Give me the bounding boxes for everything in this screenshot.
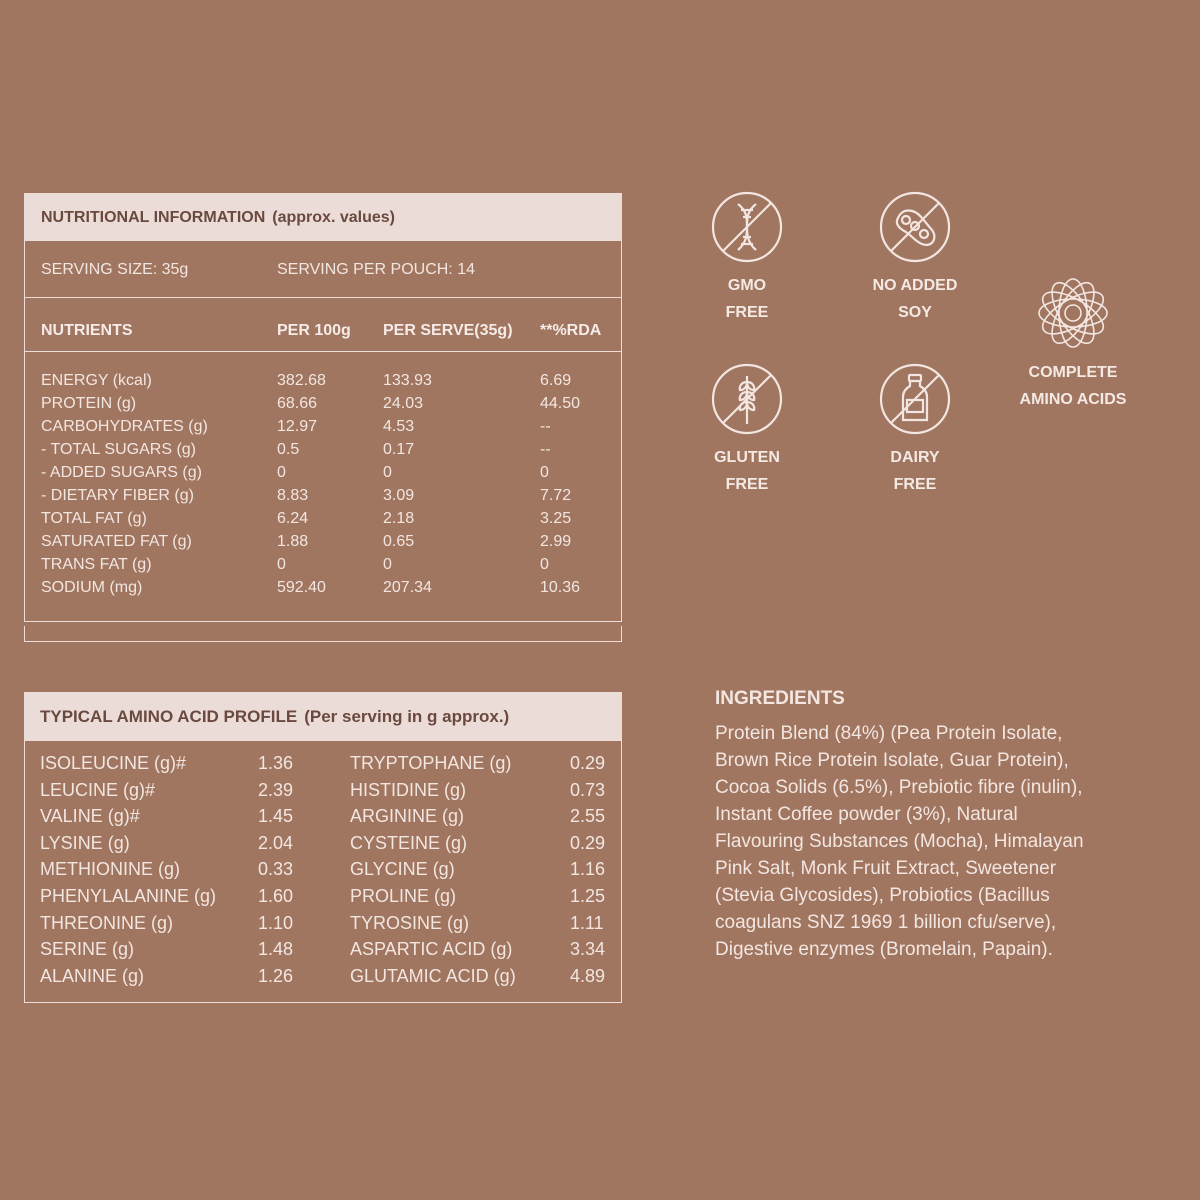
- amino-acid-value: 2.04: [258, 832, 294, 853]
- rda-value: --: [540, 441, 551, 458]
- per-serve-value: 24.03: [383, 395, 424, 412]
- amino-acid-value: 0.29: [570, 832, 606, 853]
- amino-acid-value: 0.73: [570, 779, 606, 800]
- nutrient-name: TRANS FAT (g): [41, 556, 152, 573]
- per-serve-value: 0.17: [383, 441, 415, 458]
- rda-value: 44.50: [540, 395, 581, 412]
- nutrient-name: - ADDED SUGARS (g): [41, 464, 202, 481]
- ingredients-line: Cocoa Solids (6.5%), Prebiotic fibre (inulin),: [715, 777, 1083, 798]
- amino-acid-name: PHENYLALANINE (g): [40, 885, 217, 906]
- amino-acid-name: GLYCINE (g): [350, 859, 455, 880]
- ingredients-line: Brown Rice Protein Isolate, Guar Protein),: [715, 750, 1069, 771]
- amino-acid-name: METHIONINE (g): [40, 859, 181, 880]
- amino-acid-name: LYSINE (g): [40, 832, 130, 853]
- ingredients-line: Pink Salt, Monk Fruit Extract, Sweetener: [715, 858, 1057, 879]
- per-100g-value: 6.24: [277, 510, 309, 527]
- badge-line2: FREE: [725, 476, 769, 493]
- amino-acid-value: 2.55: [570, 806, 606, 827]
- badge-line1: GLUTEN: [714, 449, 780, 466]
- badge-line2: AMINO ACIDS: [1019, 391, 1127, 408]
- nutrition-subtitle: (approx. values): [272, 208, 395, 226]
- badge-line2: FREE: [725, 304, 769, 321]
- ingredients-line: coagulans SNZ 1969 1 billion cfu/serve),: [715, 912, 1057, 933]
- nutrient-name: SATURATED FAT (g): [41, 533, 192, 550]
- atom-flower-icon: [1035, 275, 1111, 351]
- amino-acid-name: HISTIDINE (g): [350, 779, 467, 800]
- badge-label: [998, 359, 1148, 413]
- rda-value: 0: [540, 556, 549, 573]
- column-header-rda: **%RDA: [540, 322, 602, 339]
- per-100g-value: 592.40: [277, 579, 326, 596]
- per-100g-value: 68.66: [277, 395, 318, 412]
- nutrition-row: [25, 395, 621, 418]
- amino-subtitle: (Per serving in g approx.): [304, 707, 510, 726]
- nutrition-header: [25, 194, 621, 241]
- ingredients-line: Instant Coffee powder (3%), Natural: [715, 804, 1018, 825]
- amino-acid-value: 1.25: [570, 885, 606, 906]
- badge-line1: NO ADDED: [872, 277, 958, 294]
- serving-info-row: [25, 241, 621, 298]
- badge-gluten-free: [677, 362, 817, 498]
- amino-panel: [24, 692, 622, 1003]
- column-header-per-serve: PER SERVE(35g): [383, 322, 513, 339]
- per-100g-value: 12.97: [277, 418, 318, 435]
- amino-acid-value: 0.33: [258, 859, 294, 880]
- nutrition-title: NUTRITIONAL INFORMATION: [41, 208, 266, 226]
- badge-line1: DAIRY: [890, 449, 940, 466]
- amino-row: [25, 859, 621, 886]
- per-serve-value: 3.09: [383, 487, 415, 504]
- amino-acid-value: 2.39: [258, 779, 294, 800]
- nutrition-row: [25, 533, 621, 556]
- badge-complete-amino-acids: [998, 275, 1148, 413]
- amino-acid-name: ALANINE (g): [40, 965, 145, 986]
- nutrition-row: [25, 418, 621, 441]
- nutrition-row: [25, 579, 621, 602]
- amino-row: [25, 780, 621, 807]
- amino-row: [25, 886, 621, 913]
- amino-acid-name: ASPARTIC ACID (g): [350, 939, 513, 960]
- ingredients-line: Digestive enzymes (Bromelain, Papain).: [715, 939, 1053, 960]
- ingredients-line: Flavouring Substances (Mocha), Himalayan: [715, 831, 1084, 852]
- ingredients-title: INGREDIENTS: [715, 688, 845, 709]
- per-serve-value: 0: [383, 556, 392, 573]
- ingredients-text: [715, 720, 1135, 963]
- ingredients-line: Protein Blend (84%) (Pea Protein Isolate,: [715, 723, 1063, 744]
- nutrition-row: [25, 510, 621, 533]
- per-serve-value: 0: [383, 464, 392, 481]
- nutrition-panel-footer-border: [24, 626, 622, 642]
- amino-acid-value: 1.26: [258, 965, 294, 986]
- amino-acid-name: CYSTEINE (g): [350, 832, 468, 853]
- amino-acid-value: 1.60: [258, 885, 294, 906]
- serving-per-pouch: SERVING PER POUCH: 14: [277, 261, 475, 278]
- badge-label: [845, 444, 985, 498]
- amino-acid-name: TRYPTOPHANE (g): [350, 753, 512, 773]
- amino-row: [25, 913, 621, 940]
- badge-line2: FREE: [893, 476, 937, 493]
- amino-acid-name: PROLINE (g): [350, 885, 457, 906]
- serving-size: SERVING SIZE: 35g: [41, 261, 189, 278]
- badge-no-added-soy: [845, 190, 985, 326]
- amino-acid-value: 1.10: [258, 912, 294, 933]
- per-100g-value: 0.5: [277, 441, 300, 458]
- amino-acid-name: LEUCINE (g)#: [40, 779, 156, 800]
- badge-gmo-free: [677, 190, 817, 326]
- amino-acid-value: 1.16: [570, 859, 606, 880]
- nutrition-rows: [25, 372, 621, 602]
- milk-bottle-crossed-icon: [878, 362, 952, 436]
- nutrient-name: - TOTAL SUGARS (g): [41, 441, 196, 458]
- nutrition-row: [25, 464, 621, 487]
- rda-value: --: [540, 418, 551, 435]
- amino-acid-name: GLUTAMIC ACID (g): [350, 965, 516, 986]
- per-serve-value: 0.65: [383, 533, 415, 550]
- rda-value: 0: [540, 464, 549, 481]
- per-serve-value: 4.53: [383, 418, 415, 435]
- amino-row: [25, 939, 621, 966]
- rda-value: 6.69: [540, 372, 572, 389]
- nutrition-row: [25, 487, 621, 510]
- amino-acid-name: ARGININE (g): [350, 806, 465, 827]
- rda-value: 3.25: [540, 510, 572, 527]
- amino-row: [25, 833, 621, 860]
- badge-line1: GMO: [727, 277, 767, 294]
- column-header-nutrients: NUTRIENTS: [41, 322, 133, 339]
- badge-label: [677, 444, 817, 498]
- wheat-crossed-icon: [710, 362, 784, 436]
- amino-acid-value: 4.89: [570, 965, 606, 986]
- amino-acid-value: 1.45: [258, 806, 294, 827]
- rda-value: 10.36: [540, 579, 581, 596]
- column-header-per-100g: PER 100g: [277, 322, 351, 339]
- per-100g-value: 382.68: [277, 372, 326, 389]
- per-100g-value: 0: [277, 464, 286, 481]
- amino-row: [25, 753, 621, 780]
- per-100g-value: 0: [277, 556, 286, 573]
- amino-acid-name: ISOLEUCINE (g)#: [40, 753, 187, 773]
- amino-acid-name: THREONINE (g): [40, 912, 174, 933]
- amino-acid-value: 3.34: [570, 939, 606, 960]
- dna-crossed-icon: [710, 190, 784, 264]
- per-100g-value: 8.83: [277, 487, 309, 504]
- ingredients-line: (Stevia Glycosides), Probiotics (Bacillus: [715, 885, 1050, 906]
- badge-label: [677, 272, 817, 326]
- amino-row: [25, 806, 621, 833]
- amino-header: [25, 693, 621, 741]
- soybean-crossed-icon: [878, 190, 952, 264]
- nutrition-column-headers: [25, 298, 621, 352]
- amino-acid-value: 1.11: [570, 912, 604, 933]
- nutrient-name: CARBOHYDRATES (g): [41, 418, 208, 435]
- nutrition-row: [25, 372, 621, 395]
- nutrient-name: - DIETARY FIBER (g): [41, 487, 194, 504]
- badge-label: [845, 272, 985, 326]
- nutrient-name: TOTAL FAT (g): [41, 510, 147, 527]
- nutrition-row: [25, 556, 621, 579]
- amino-title: TYPICAL AMINO ACID PROFILE: [40, 707, 298, 726]
- nutrient-name: SODIUM (mg): [41, 579, 143, 596]
- rda-value: 2.99: [540, 533, 572, 550]
- amino-rows: [25, 753, 621, 992]
- badge-line2: SOY: [898, 304, 932, 321]
- rda-value: 7.72: [540, 487, 572, 504]
- badge-line1: COMPLETE: [1028, 364, 1118, 381]
- amino-acid-value: 1.36: [258, 753, 294, 773]
- nutrient-name: PROTEIN (g): [41, 395, 137, 412]
- per-100g-value: 1.88: [277, 533, 309, 550]
- per-serve-value: 207.34: [383, 579, 432, 596]
- amino-row: [25, 966, 621, 993]
- nutrition-row: [25, 441, 621, 464]
- badge-dairy-free: [845, 362, 985, 498]
- amino-acid-value: 0.29: [570, 753, 606, 773]
- nutrition-panel: [24, 193, 622, 622]
- amino-acid-name: TYROSINE (g): [350, 912, 470, 933]
- amino-acid-name: SERINE (g): [40, 939, 135, 960]
- ingredients-section: [715, 688, 1135, 963]
- amino-acid-name: VALINE (g)#: [40, 806, 140, 827]
- amino-acid-value: 1.48: [258, 939, 294, 960]
- nutrient-name: ENERGY (kcal): [41, 372, 152, 389]
- per-serve-value: 2.18: [383, 510, 415, 527]
- per-serve-value: 133.93: [383, 372, 432, 389]
